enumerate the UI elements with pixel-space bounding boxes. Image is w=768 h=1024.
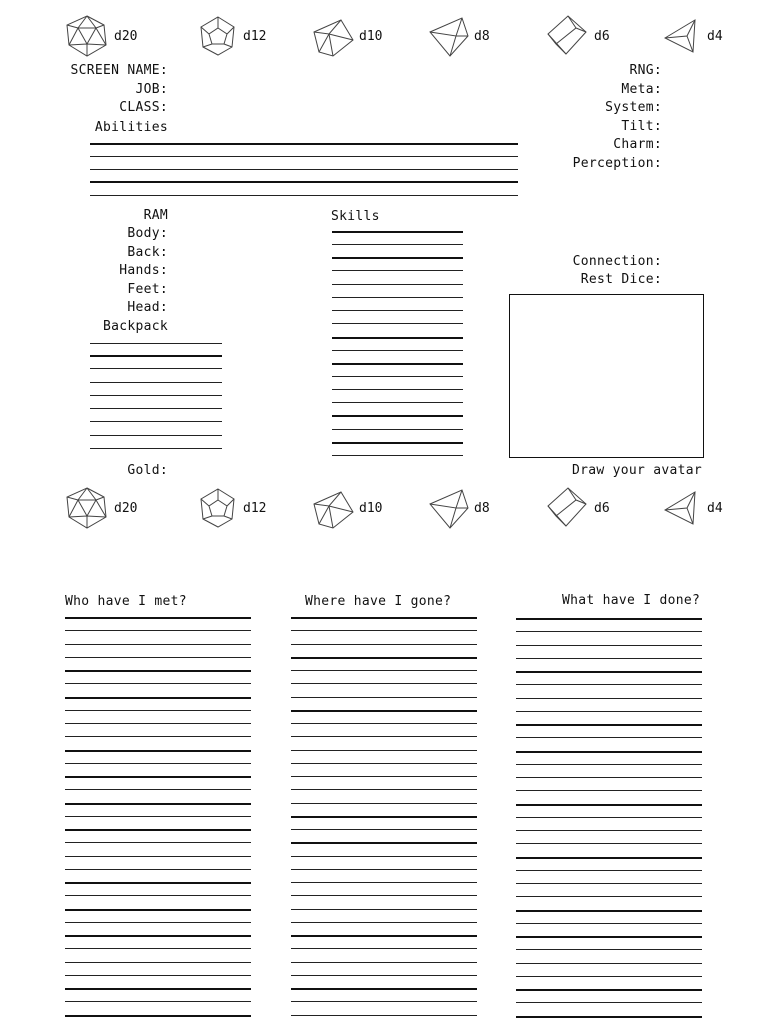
perception-label: Perception: — [572, 156, 662, 171]
rng-label: RNG: — [629, 63, 662, 78]
journal-line[interactable] — [65, 988, 251, 990]
d10-label: d10 — [359, 500, 383, 516]
journal-line[interactable] — [291, 789, 477, 790]
avatar-label: Draw your avatar — [571, 463, 702, 478]
journal-line[interactable] — [516, 843, 702, 844]
journal-line[interactable] — [65, 935, 251, 937]
journal-line[interactable] — [291, 776, 477, 777]
journal-line[interactable] — [65, 975, 251, 976]
backpack-label: Backpack — [102, 319, 168, 334]
journal-line[interactable] — [516, 1002, 702, 1003]
gold-label: Gold: — [127, 463, 168, 478]
journal-line[interactable] — [291, 657, 477, 659]
journal-line[interactable] — [516, 1016, 702, 1018]
journal-line[interactable] — [291, 1015, 477, 1016]
journal-line[interactable] — [65, 683, 251, 684]
feet-slot-label: Feet: — [127, 282, 168, 297]
journal-line[interactable] — [65, 697, 251, 699]
who-met-heading: Who have I met? — [65, 594, 187, 609]
journal-line[interactable] — [516, 989, 702, 991]
journal-line[interactable] — [516, 764, 702, 765]
journal-line[interactable] — [516, 684, 702, 685]
journal-line[interactable] — [65, 922, 251, 923]
connection-label: Connection: — [572, 254, 662, 269]
journal-line[interactable] — [65, 882, 251, 884]
journal-line[interactable] — [291, 1001, 477, 1002]
journal-line[interactable] — [516, 698, 702, 699]
journal-line[interactable] — [65, 856, 251, 857]
journal-line[interactable] — [65, 803, 251, 805]
tilt-label: Tilt: — [621, 119, 662, 134]
journal-line[interactable] — [291, 710, 477, 712]
journal-line[interactable] — [516, 976, 702, 977]
journal-line[interactable] — [291, 988, 477, 990]
journal-line[interactable] — [291, 697, 477, 698]
journal-line[interactable] — [291, 816, 477, 818]
journal-line[interactable] — [291, 750, 477, 751]
journal-line[interactable] — [291, 829, 477, 830]
journal-line[interactable] — [65, 895, 251, 896]
journal-line[interactable] — [516, 737, 702, 738]
d6-label: d6 — [594, 500, 610, 516]
journal-line[interactable] — [65, 763, 251, 764]
abilities-label: Abilities — [94, 120, 168, 135]
journal-line[interactable] — [291, 935, 477, 937]
journal-line[interactable] — [516, 711, 702, 712]
job-label: JOB: — [135, 82, 168, 97]
body-slot-label: Body: — [127, 226, 168, 241]
journal-line[interactable] — [65, 789, 251, 790]
journal-line[interactable] — [516, 830, 702, 831]
journal-line[interactable] — [516, 724, 702, 726]
journal-line[interactable] — [65, 962, 251, 963]
d20-label: d20 — [114, 28, 138, 44]
journal-line[interactable] — [65, 617, 251, 619]
journal-line[interactable] — [516, 870, 702, 871]
journal-line[interactable] — [65, 842, 251, 843]
journal-line[interactable] — [65, 776, 251, 778]
journal-line[interactable] — [291, 856, 477, 857]
journal-line[interactable] — [65, 1001, 251, 1002]
journal-line[interactable] — [65, 829, 251, 831]
d4-label: d4 — [707, 500, 723, 516]
journal-line[interactable] — [291, 895, 477, 896]
journal-line[interactable] — [516, 910, 702, 912]
rest-dice-label: Rest Dice: — [580, 272, 662, 287]
what-done-lines — [516, 0, 702, 1024]
journal-line[interactable] — [291, 644, 477, 645]
journal-line[interactable] — [516, 671, 702, 673]
journal-line[interactable] — [291, 909, 477, 910]
journal-line[interactable] — [291, 882, 477, 883]
journal-line[interactable] — [516, 645, 702, 646]
head-slot-label: Head: — [127, 300, 168, 315]
journal-line[interactable] — [516, 923, 702, 924]
journal-line[interactable] — [516, 618, 702, 620]
screen-name-label: SCREEN NAME: — [70, 63, 168, 78]
journal-line[interactable] — [516, 804, 702, 806]
journal-line[interactable] — [291, 842, 477, 844]
journal-line[interactable] — [516, 751, 702, 753]
journal-line[interactable] — [516, 936, 702, 938]
journal-line[interactable] — [291, 617, 477, 619]
system-label: System: — [605, 100, 662, 115]
journal-line[interactable] — [516, 857, 702, 859]
journal-line[interactable] — [65, 736, 251, 737]
where-gone-lines — [291, 0, 477, 1024]
who-met-lines — [65, 0, 251, 1024]
d8-label: d8 — [474, 500, 490, 516]
journal-line[interactable] — [516, 658, 702, 659]
meta-label: Meta: — [621, 82, 662, 97]
charm-label: Charm: — [613, 137, 662, 152]
journal-line[interactable] — [65, 1015, 251, 1017]
journal-line[interactable] — [291, 803, 477, 804]
journal-line[interactable] — [291, 670, 477, 671]
journal-line[interactable] — [65, 869, 251, 870]
journal-line[interactable] — [65, 710, 251, 711]
journal-line[interactable] — [516, 777, 702, 778]
journal-line[interactable] — [291, 736, 477, 737]
what-done-heading: What have I done? — [562, 593, 701, 608]
journal-line[interactable] — [291, 962, 477, 963]
d12-label: d12 — [243, 28, 267, 44]
journal-line[interactable] — [291, 869, 477, 870]
ram-title: RAM — [143, 208, 168, 223]
journal-line[interactable] — [65, 723, 251, 724]
journal-line[interactable] — [65, 657, 251, 658]
d12-label: d12 — [243, 500, 267, 516]
journal-line[interactable] — [291, 683, 477, 684]
journal-line[interactable] — [65, 630, 251, 631]
journal-line[interactable] — [516, 883, 702, 884]
journal-line[interactable] — [516, 790, 702, 791]
journal-line[interactable] — [65, 948, 251, 949]
where-gone-heading: Where have I gone? — [305, 594, 452, 609]
d4-label: d4 — [707, 28, 723, 44]
d20-label: d20 — [114, 500, 138, 516]
d10-label: d10 — [359, 28, 383, 44]
journal-line[interactable] — [516, 949, 702, 950]
journal-line[interactable] — [65, 644, 251, 645]
back-slot-label: Back: — [127, 245, 168, 260]
class-label: CLASS: — [119, 100, 168, 115]
journal-line[interactable] — [65, 670, 251, 672]
journal-line[interactable] — [291, 948, 477, 949]
journal-line[interactable] — [516, 896, 702, 897]
journal-line[interactable] — [291, 922, 477, 923]
journal-line[interactable] — [516, 963, 702, 964]
journal-line[interactable] — [65, 816, 251, 817]
journal-line[interactable] — [516, 817, 702, 818]
skills-label: Skills — [331, 209, 380, 224]
journal-line[interactable] — [291, 723, 477, 724]
hands-slot-label: Hands: — [119, 263, 168, 278]
journal-line[interactable] — [65, 909, 251, 911]
d8-label: d8 — [474, 28, 490, 44]
journal-line[interactable] — [291, 630, 477, 631]
journal-line[interactable] — [516, 631, 702, 632]
journal-line[interactable] — [291, 975, 477, 976]
journal-line[interactable] — [291, 763, 477, 764]
journal-line[interactable] — [65, 750, 251, 752]
d6-label: d6 — [594, 28, 610, 44]
